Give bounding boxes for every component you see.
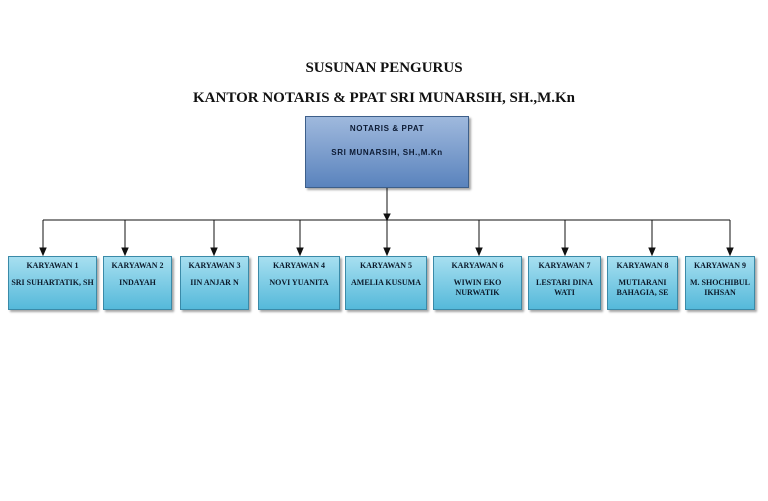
page-title: SUSUNAN PENGURUS [305, 60, 463, 76]
head-role: NOTARIS & PPAT [349, 124, 425, 133]
drop-arrow-4 [297, 248, 303, 255]
staff-name: IIN ANJAR N [190, 278, 239, 287]
staff-role: KARYAWAN 2 [111, 261, 164, 270]
staff-name: AMELIA KUSUMA [350, 278, 421, 287]
head-name: SRI MUNARSIH, SH.,M.Kn [331, 148, 443, 157]
staff-role: KARYAWAN 4 [272, 261, 326, 270]
staff-name: INDAYAH [119, 278, 156, 287]
staff-box-4 [258, 256, 340, 310]
staff-box-9 [685, 256, 755, 310]
staff-role: KARYAWAN 9 [693, 261, 747, 270]
staff-role: KARYAWAN 5 [359, 261, 413, 270]
drop-arrow-7 [562, 248, 568, 255]
staff-role: KARYAWAN 3 [188, 261, 241, 270]
staff-box-3 [180, 256, 249, 310]
drop-arrow-9 [727, 248, 733, 255]
staff-role: KARYAWAN 1 [26, 261, 79, 270]
staff-name: M. SHOCHIBUL IKHSAN [689, 278, 750, 297]
drop-arrow-5 [384, 248, 390, 255]
staff-box-8 [607, 256, 678, 310]
staff-role: KARYAWAN 7 [538, 261, 591, 270]
staff-name: SRI SUHARTATIK, SH [11, 278, 94, 287]
drop-arrow-8 [649, 248, 655, 255]
staff-box-1 [8, 256, 97, 310]
staff-name: LESTARI DINA WATI [536, 278, 593, 297]
drop-arrow-2 [122, 248, 128, 255]
drop-arrow-6 [476, 248, 482, 255]
staff-name: MUTIARANI BAHAGIA, SE [616, 278, 669, 297]
drop-arrow-1 [40, 248, 46, 255]
staff-name: NOVI YUANITA [269, 278, 329, 287]
staff-name: WIWIN EKO NURWATIK [453, 278, 502, 297]
staff-box-5 [345, 256, 427, 310]
staff-box-7 [528, 256, 601, 310]
staff-role: KARYAWAN 8 [616, 261, 669, 270]
staff-role: KARYAWAN 6 [451, 261, 504, 270]
head-connector-arrow [384, 214, 390, 220]
head-box [305, 116, 469, 188]
drop-arrow-3 [211, 248, 217, 255]
staff-box-2 [103, 256, 172, 310]
page-subtitle: KANTOR NOTARIS & PPAT SRI MUNARSIH, SH.,M.Kn [193, 90, 575, 106]
staff-box-6 [433, 256, 522, 310]
